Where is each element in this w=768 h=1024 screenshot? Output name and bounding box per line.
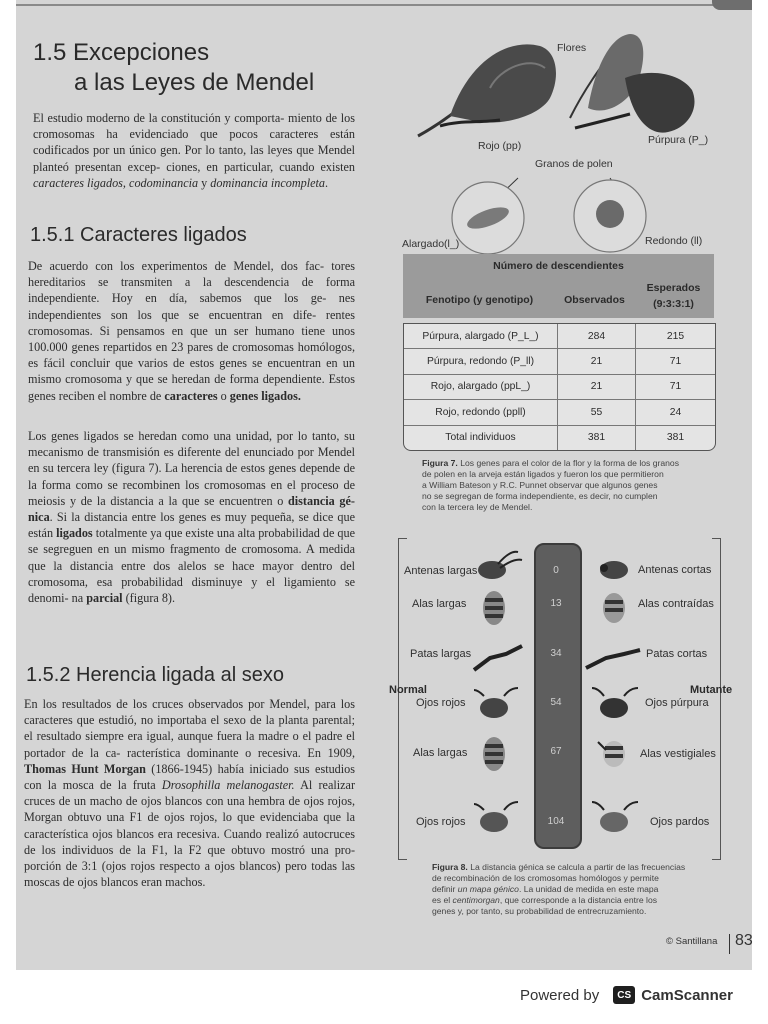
figure7-table-body [403,323,716,451]
distance-54: 54 [550,697,562,708]
distance-104: 104 [547,816,565,827]
fly-head-ojos-pardos-icon [592,802,638,832]
right-label-alas-contraidas: Alas contraídas [638,598,714,610]
col-header-ratio: (9:3:3:1) [653,298,694,310]
label-normal: Normal [389,684,427,696]
right-label-ojos-purpura: Ojos púrpura [645,697,709,709]
footer-divider [729,934,730,954]
fly-wings-largas-icon [483,591,505,625]
paragraph-caracteres-ligados-2: Los genes ligados se heredan como una unidad, por lo tanto, su mecanismo de transmisión es diferente del enunciado por Mendel en su tercera ley (figura 7). La herencia de estos genes depende de la forma como se recombinen los cromosomas en el proceso de meiosis y de la distancia a la que se encuentren o distancia gé- nica. Si la distancia entre los genes es muy pequeña, se dice que están ligados totalmente ya que existe una alta probabilidad de que se segreguen en un mismo fragmento de cromosoma. A medida que la distancia entre dos alelos se hace mayor dentro del cromosoma, esa probabilidad disminuye y el ligamiento se denomi- na parcial (figura 8). [28,429,356,606]
label-purpura: Púrpura (P_) [648,134,709,146]
label-rojo: Rojo (pp) [478,140,522,152]
fly-head-antenas-largas-icon [478,552,522,579]
fly-wings-vestigiales-icon [598,741,625,767]
fly-head-ojos-rojos-2-icon [474,802,518,832]
figure7-caption: Figura 7. Los genes para el color de la flor y la forma de los granos de polen en la arveja están ligados y fueron los que permitieron a William Bateson y R.C. Punnet observar que algunos genes no se segregan de forma independiente, es decir, no cumplen con la tercera ley de Mendel. [422,458,679,512]
distance-34: 34 [550,648,562,659]
right-label-ojos-pardos: Ojos pardos [650,816,710,828]
distance-67: 67 [550,746,562,757]
right-label-antenas-cortas: Antenas cortas [638,564,712,576]
label-mutante: Mutante [690,684,733,696]
corner-tab [712,0,752,10]
fly-head-ojos-rojos-icon [474,688,518,718]
left-label-antenas-largas: Antenas largas [404,565,478,577]
table-row: Púrpura, redondo (P_ll) 21 71 [404,349,715,374]
paragraph-caracteres-ligados-1: De acuerdo con los experimentos de Mendel, dos fac- tores hereditarios se transmiten a la descendencia de forma independiente. Hoy en día, sabemos que los ge- nes independientes son los que se encuentran en dife- rentes cromosomas. Si pensamos en que un ser humano tiene unos 100.000 genes repartidos en 23 pares de cromosomas homólogos, es fácil concluir que varios de estos genes se encuentran en un mismo cromosoma y que se heredan de forma dependiente. Estos genes reciben el nombre de caracteres o genes ligados. [28,259,356,403]
table-title: Número de descendientes [493,260,624,272]
col-header-fenotipo: Fenotipo (y genotipo) [425,294,534,306]
section-title-line2: a las Leyes de Mendel [74,69,315,96]
top-rule [16,4,731,6]
left-label-ojos-rojos: Ojos rojos [416,697,466,709]
heading-caracteres-ligados: 1.5.1 Caracteres ligados [30,224,247,246]
fly-head-ojos-purpura-icon [592,688,638,718]
publisher-credit: © Santillana [666,936,718,947]
left-label-patas-largas: Patas largas [410,648,472,660]
fly-wings-largas-2-icon [483,737,505,771]
table-row: Total individuos 381 381 [404,426,715,450]
left-label-alas-largas: Alas largas [412,598,467,610]
camscanner-logo-icon: CS [613,986,635,1004]
figure8-caption: Figura 8. La distancia génica se calcula a partir de las frecuencias de recombinación de los cromosomas homólogos y permite definir un mapa génico. La unidad de medida en este mapa es el centimorgan, que corresponde a la distancia entre los genes y, por tanto, su probabilidad de entrecruzamiento. [432,862,686,916]
fly-wings-contraidas-icon [603,593,625,623]
page-number: 83 [735,932,753,949]
intro-paragraph: El estudio moderno de la constitución y comporta- miento de los cromosomas ha evidenciado que pocos caracteres están codificados por un único gen. Por lo tanto, las leyes que Mendel planteó presentan excep- ciones, en particular, cuando existen caracteres ligados, codominancia y dominancia incompleta. [33,111,356,190]
mutante-bracket [712,538,721,860]
col-header-esperados: Esperados [646,282,701,294]
col-header-observados: Observados [564,294,625,306]
normal-fly-illustrations [470,546,530,846]
left-label-alas-largas-2: Alas largas [413,747,468,759]
table-row: Rojo, redondo (ppll) 55 24 [404,400,715,425]
mutant-fly-illustrations [584,546,644,846]
label-granos-polen: Granos de polen [535,158,613,170]
section-title-line1: 1.5 Excepciones [33,39,210,66]
table-row: Púrpura, alargado (P_L_) 284 215 [404,324,715,349]
camscanner-watermark [520,986,733,1004]
figure7-table-header [403,254,714,318]
label-redondo: Redondo (ll) [645,235,703,247]
distance-13: 13 [550,598,562,609]
distance-0: 0 [553,565,559,576]
purple-flower-illustration [570,34,695,133]
table-row: Rojo, alargado (ppL_) 21 71 [404,375,715,400]
fly-leg-larga-icon [474,646,522,670]
camscanner-brand: CamScanner [641,986,733,1004]
chromosome-bar [534,543,582,849]
powered-by-text: Powered by [520,986,600,1004]
paragraph-herencia-ligada-sexo: En los resultados de los cruces observados por Mendel, para los caracteres que estudió, no importaba el sexo de la planta parental; el resultado siempre era igual, aunque fuera la madre o el padre el portador de la ca- racterística dominante o recesiva. En 1909, Thomas Hunt Morgan (1866-1945) había iniciado sus estudios con la mosca de la fruta Drosophilla melanogaster. Al realizar cruces de un macho de ojos blancos con una hembra de ojos rojos, Morgan obtuvo una F1 de ojos rojos, lo que evidenciaba que la característica ojos blancos era recesiva. Cuando realizó autocruces de los individuos de la F1, la F2 que obtuvo mostró una pro- porción de 3:1 (ojos rojos respecto a ojos blancos) pero todas las moscas de ojos blancos eran machos. [24,697,356,890]
fly-leg-corta-icon [586,650,640,668]
right-label-alas-vestigiales: Alas vestigiales [640,748,716,760]
right-label-patas-cortas: Patas cortas [646,648,708,660]
red-flower-illustration [418,44,556,136]
normal-bracket [398,538,407,860]
section-title [33,38,314,98]
label-flores: Flores [557,42,587,54]
label-alargado: Alargado(l_) [402,238,460,250]
fly-head-antenas-cortas-icon [600,561,628,579]
left-label-ojos-rojos-2: Ojos rojos [416,816,466,828]
heading-herencia-ligada-sexo: 1.5.2 Herencia ligada al sexo [26,664,284,686]
round-pollen-grain [596,200,624,228]
